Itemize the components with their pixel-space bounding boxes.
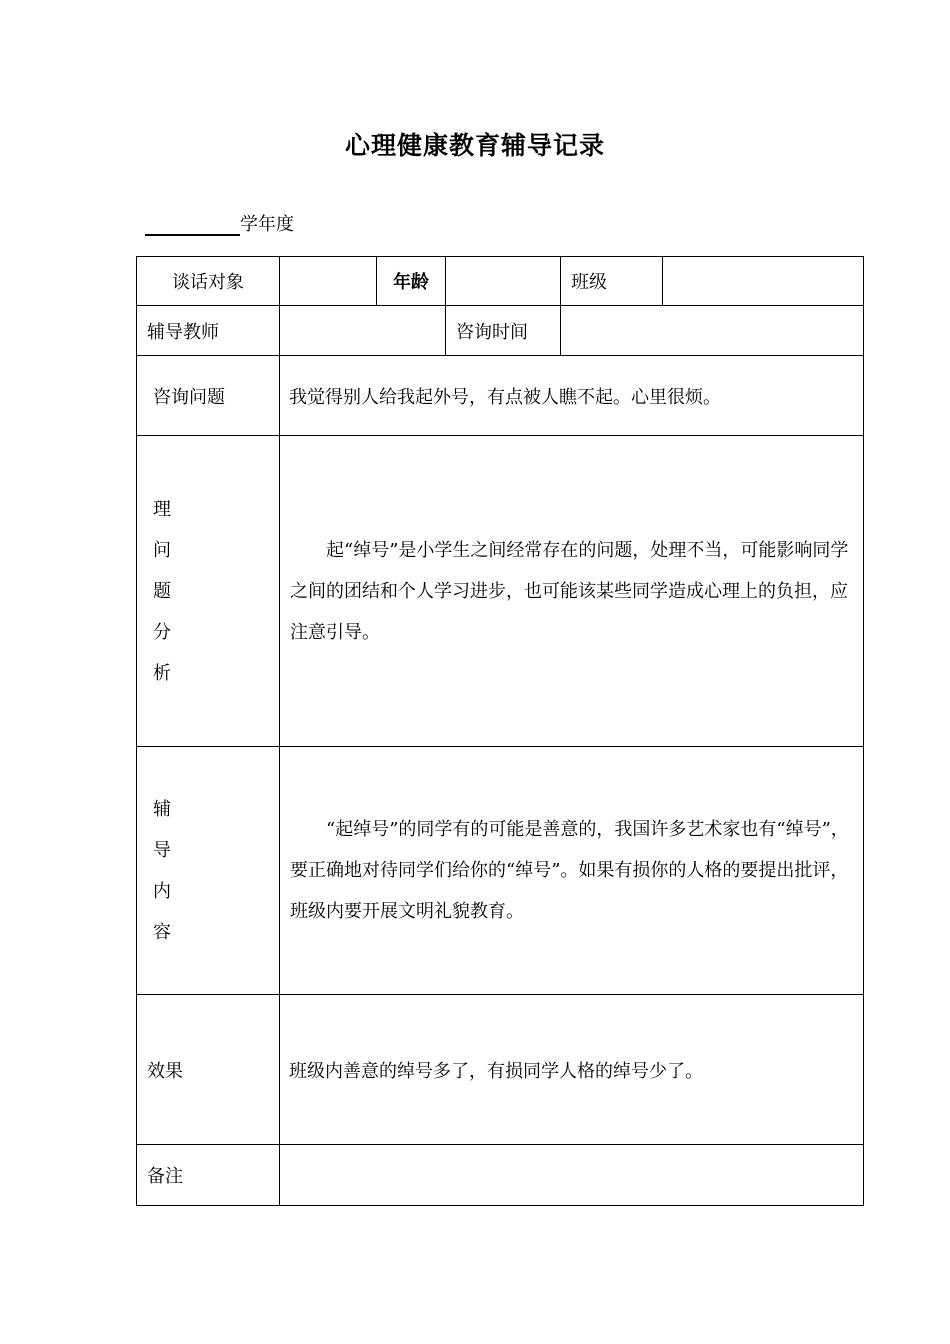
table-row <box>137 356 864 436</box>
age-label: 年龄 <box>377 257 446 306</box>
class-value <box>663 257 864 306</box>
class-label: 班级 <box>561 257 663 306</box>
table-row <box>137 306 864 356</box>
question-value: 我觉得别人给我起外号，有点被人瞧不起。心里很烦。 <box>280 356 864 436</box>
table-row <box>137 995 864 1145</box>
table-row <box>137 1145 864 1206</box>
content-label: 辅 导 内 容 <box>137 747 280 995</box>
academic-year-line <box>145 210 294 236</box>
remarks-value <box>280 1145 864 1206</box>
age-value <box>446 257 561 306</box>
effect-value: 班级内善意的绰号多了，有损同学人格的绰号少了。 <box>280 995 864 1145</box>
table-row <box>137 257 864 306</box>
analysis-value: 起“绰号”是小学生之间经常存在的问题，处理不当，可能影响同学之间的团结和个人学习进步，也可能该某些同学造成心理上的负担，应注意引导。 <box>280 436 864 747</box>
time-label: 咨询时间 <box>446 306 561 356</box>
question-label: 咨询问题 <box>137 356 280 436</box>
subject-value <box>280 257 377 306</box>
teacher-label: 辅导教师 <box>137 306 280 356</box>
document-title: 心理健康教育辅导记录 <box>344 131 605 160</box>
analysis-label: 理 问 题 分 析 <box>137 436 280 747</box>
effect-label: 效果 <box>137 995 280 1145</box>
counseling-record-table <box>136 256 864 1206</box>
academic-year-label: 学年度 <box>240 214 294 235</box>
subject-label: 谈话对象 <box>137 257 280 306</box>
table-row <box>137 436 864 747</box>
content-value: “起绰号”的同学有的可能是善意的，我国许多艺术家也有“绰号”，要正确地对待同学们给你的“绰号”。如果有损你的人格的要提出批评，班级内要开展文明礼貌教育。 <box>280 747 864 995</box>
remarks-label: 备注 <box>137 1145 280 1206</box>
teacher-value <box>280 306 446 356</box>
time-value <box>561 306 864 356</box>
table-row <box>137 747 864 995</box>
academic-year-blank <box>145 213 240 236</box>
